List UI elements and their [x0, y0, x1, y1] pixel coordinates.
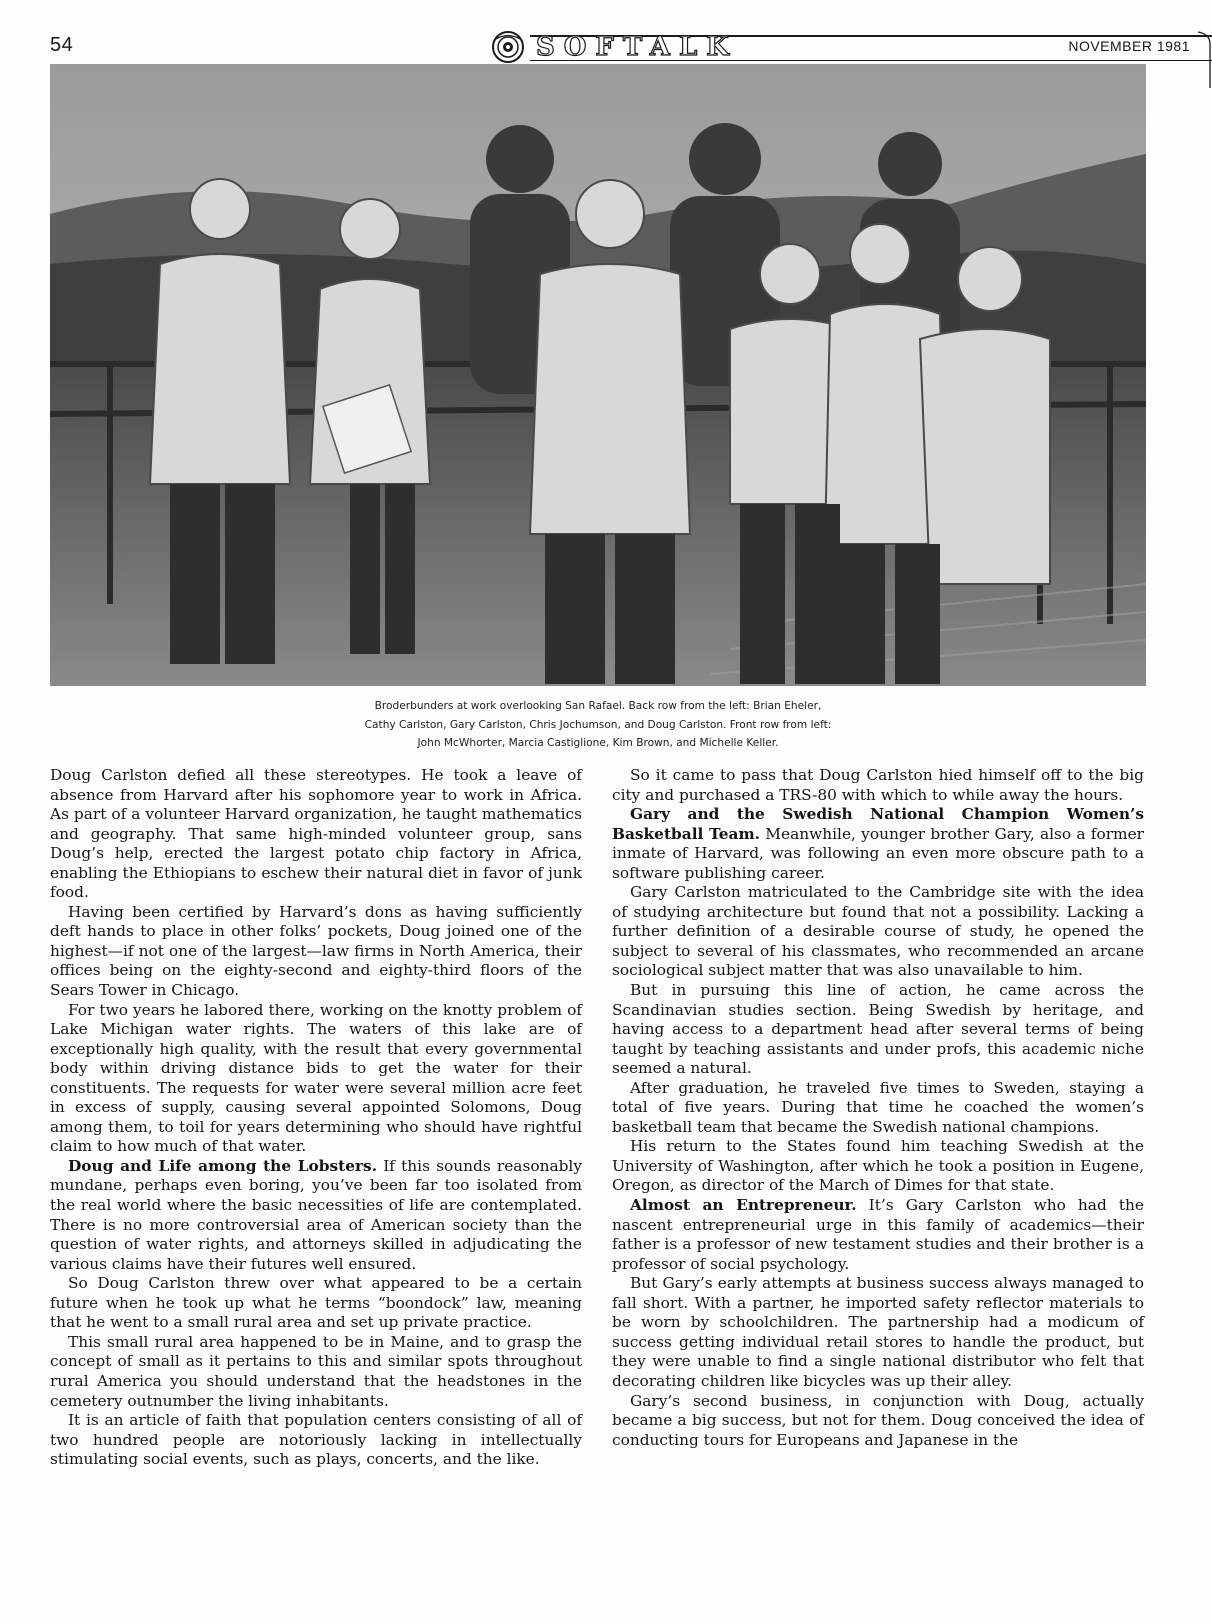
- paragraph: Having been certified by Harvard’s dons as having sufficiently deft hands to place in other folks’ pockets, Doug joined one of the highest—if not one of the largest—law firms in North America, their offices being on the eighty-second and eighty-third floors of the Sears Tower in Chicago.: [50, 902, 582, 1000]
- paragraph: [612, 805, 1144, 883]
- page-number: 54: [50, 34, 74, 56]
- disk-emblem-icon: [490, 30, 526, 64]
- paragraph: [50, 1157, 582, 1274]
- group-photo: [50, 64, 1146, 686]
- caption-line: John McWhorter, Marcia Castiglione, Kim Brown, and Michelle Keller.: [417, 737, 779, 749]
- section-heading: Gary and the Swedish National Champion Women’s Basketball Team.: [612, 805, 1144, 843]
- page-header: [50, 30, 1212, 64]
- paragraph: But Gary’s early attempts at business success always managed to fall short. With a partner, he imported safety reflector materials to be worn by schoolchildren. The partnership had a modicum of success getting individual retail stores to handle the product, but they were unable to find a single national distributor who felt that decorating children like bicycles was up their alley.: [612, 1274, 1144, 1390]
- caption-line: Broderbunders at work overlooking San Rafael. Back row from the left: Brian Eheler,: [374, 700, 822, 712]
- paragraph: So Doug Carlston threw over what appeared to be a certain future when he took up what he terms “boondock” law, meaning that he went to a small rural area and set up private practice.: [50, 1274, 582, 1332]
- article-column-left: [50, 766, 582, 1470]
- paragraph: So it came to pass that Doug Carlston hied himself off to the big city and purchased a TRS-80 with which to while away the hours.: [612, 766, 1144, 804]
- paragraph-body: It’s Gary Carlston who had the nascent entrepreneurial urge in this family of academics—their father is a professor of new testament studies and their brother is a professor of social psychology.: [612, 1196, 1144, 1273]
- paragraph: His return to the States found him teaching Swedish at the University of Washington, after which he took a position in Eugene, Oregon, as director of the March of Dimes for that state.: [612, 1137, 1144, 1195]
- paragraph: But in pursuing this line of action, he came across the Scandinavian studies section. Being Swedish by heritage, and having access to a department head after several terms of being taught by teaching assistants and under profs, this academic niche seemed a natural.: [612, 981, 1144, 1078]
- paragraph: Gary’s second business, in conjunction with Doug, actually became a big success, but not for them. Doug conceived the idea of conducting tours for Europeans and Japanese in the: [612, 1391, 1144, 1449]
- group-photo-icon: [50, 64, 1146, 686]
- issue-date: NOVEMBER 1981: [1064, 38, 1194, 54]
- paragraph: This small rural area happened to be in Maine, and to grasp the concept of small as it pertains to this and similar spots throughout rural America you should understand that the headstones in the cemetery outnumber the living inhabitants.: [50, 1332, 582, 1410]
- paragraph: After graduation, he traveled five times to Sweden, staying a total of five years. During that time he coached the women’s basketball team that became the Swedish national champions.: [612, 1078, 1144, 1136]
- paragraph: For two years he labored there, working on the knotty problem of Lake Michigan water rights. The waters of this lake are of exceptionally high quality, with the result that every governmental body within driving distance bids to get the water for their constituents. The requests for water were several million acre feet in excess of supply, causing several appointed Solomons, Doug among them, to toil for years determining who should have rightful claim to how much of that water.: [50, 1000, 582, 1156]
- section-heading: Almost an Entrepreneur.: [630, 1196, 857, 1215]
- paragraph: Gary Carlston matriculated to the Cambridge site with the idea of studying architecture but found that not a possibility. Lacking a further definition of a desirable course of study, he opened the subject to several of his classmates, who recommended an arcane sociological subject matter that was also unavailable to him.: [612, 883, 1144, 980]
- paragraph: Doug Carlston defied all these stereotypes. He took a leave of absence from Harvard after his sophomore year to work in Africa. As part of a volunteer Harvard organization, he taught mathematics and geography. That same high-minded volunteer group, sans Doug’s help, erected the largest potato chip factory in Africa, enabling the Ethiopians to eschew their natural diet in favor of junk food.: [50, 766, 582, 902]
- photo-caption: [50, 697, 1146, 753]
- section-heading: Doug and Life among the Lobsters.: [68, 1156, 378, 1175]
- paragraph-body: Meanwhile, younger brother Gary, also a former inmate of Harvard, was following an even more obscure path to a software publishing career.: [612, 824, 1145, 882]
- magazine-name: SOFTALK: [536, 32, 738, 62]
- caption-line: Cathy Carlston, Gary Carlston, Chris Jochumson, and Doug Carlston. Front row from left:: [364, 718, 832, 731]
- paragraph-body: If this sounds reasonably mundane, perhaps even boring, you’ve been far too isolated from the real world where the basic necessities of life are contemplated. There is no more controversial area of American society than the question of water rights, and attorneys skilled in adjudicating the various claims have their futures well ensured.: [50, 1156, 582, 1273]
- paragraph: It is an article of faith that population centers consisting of all of two hundred people are notoriously lacking in intellectually stimulating social events, such as plays, concerts, and the like.: [50, 1411, 582, 1469]
- article-column-right: [612, 766, 1144, 1450]
- magazine-logo: [490, 30, 1212, 64]
- paragraph: [612, 1196, 1144, 1274]
- page-edge-mark: [1194, 30, 1212, 90]
